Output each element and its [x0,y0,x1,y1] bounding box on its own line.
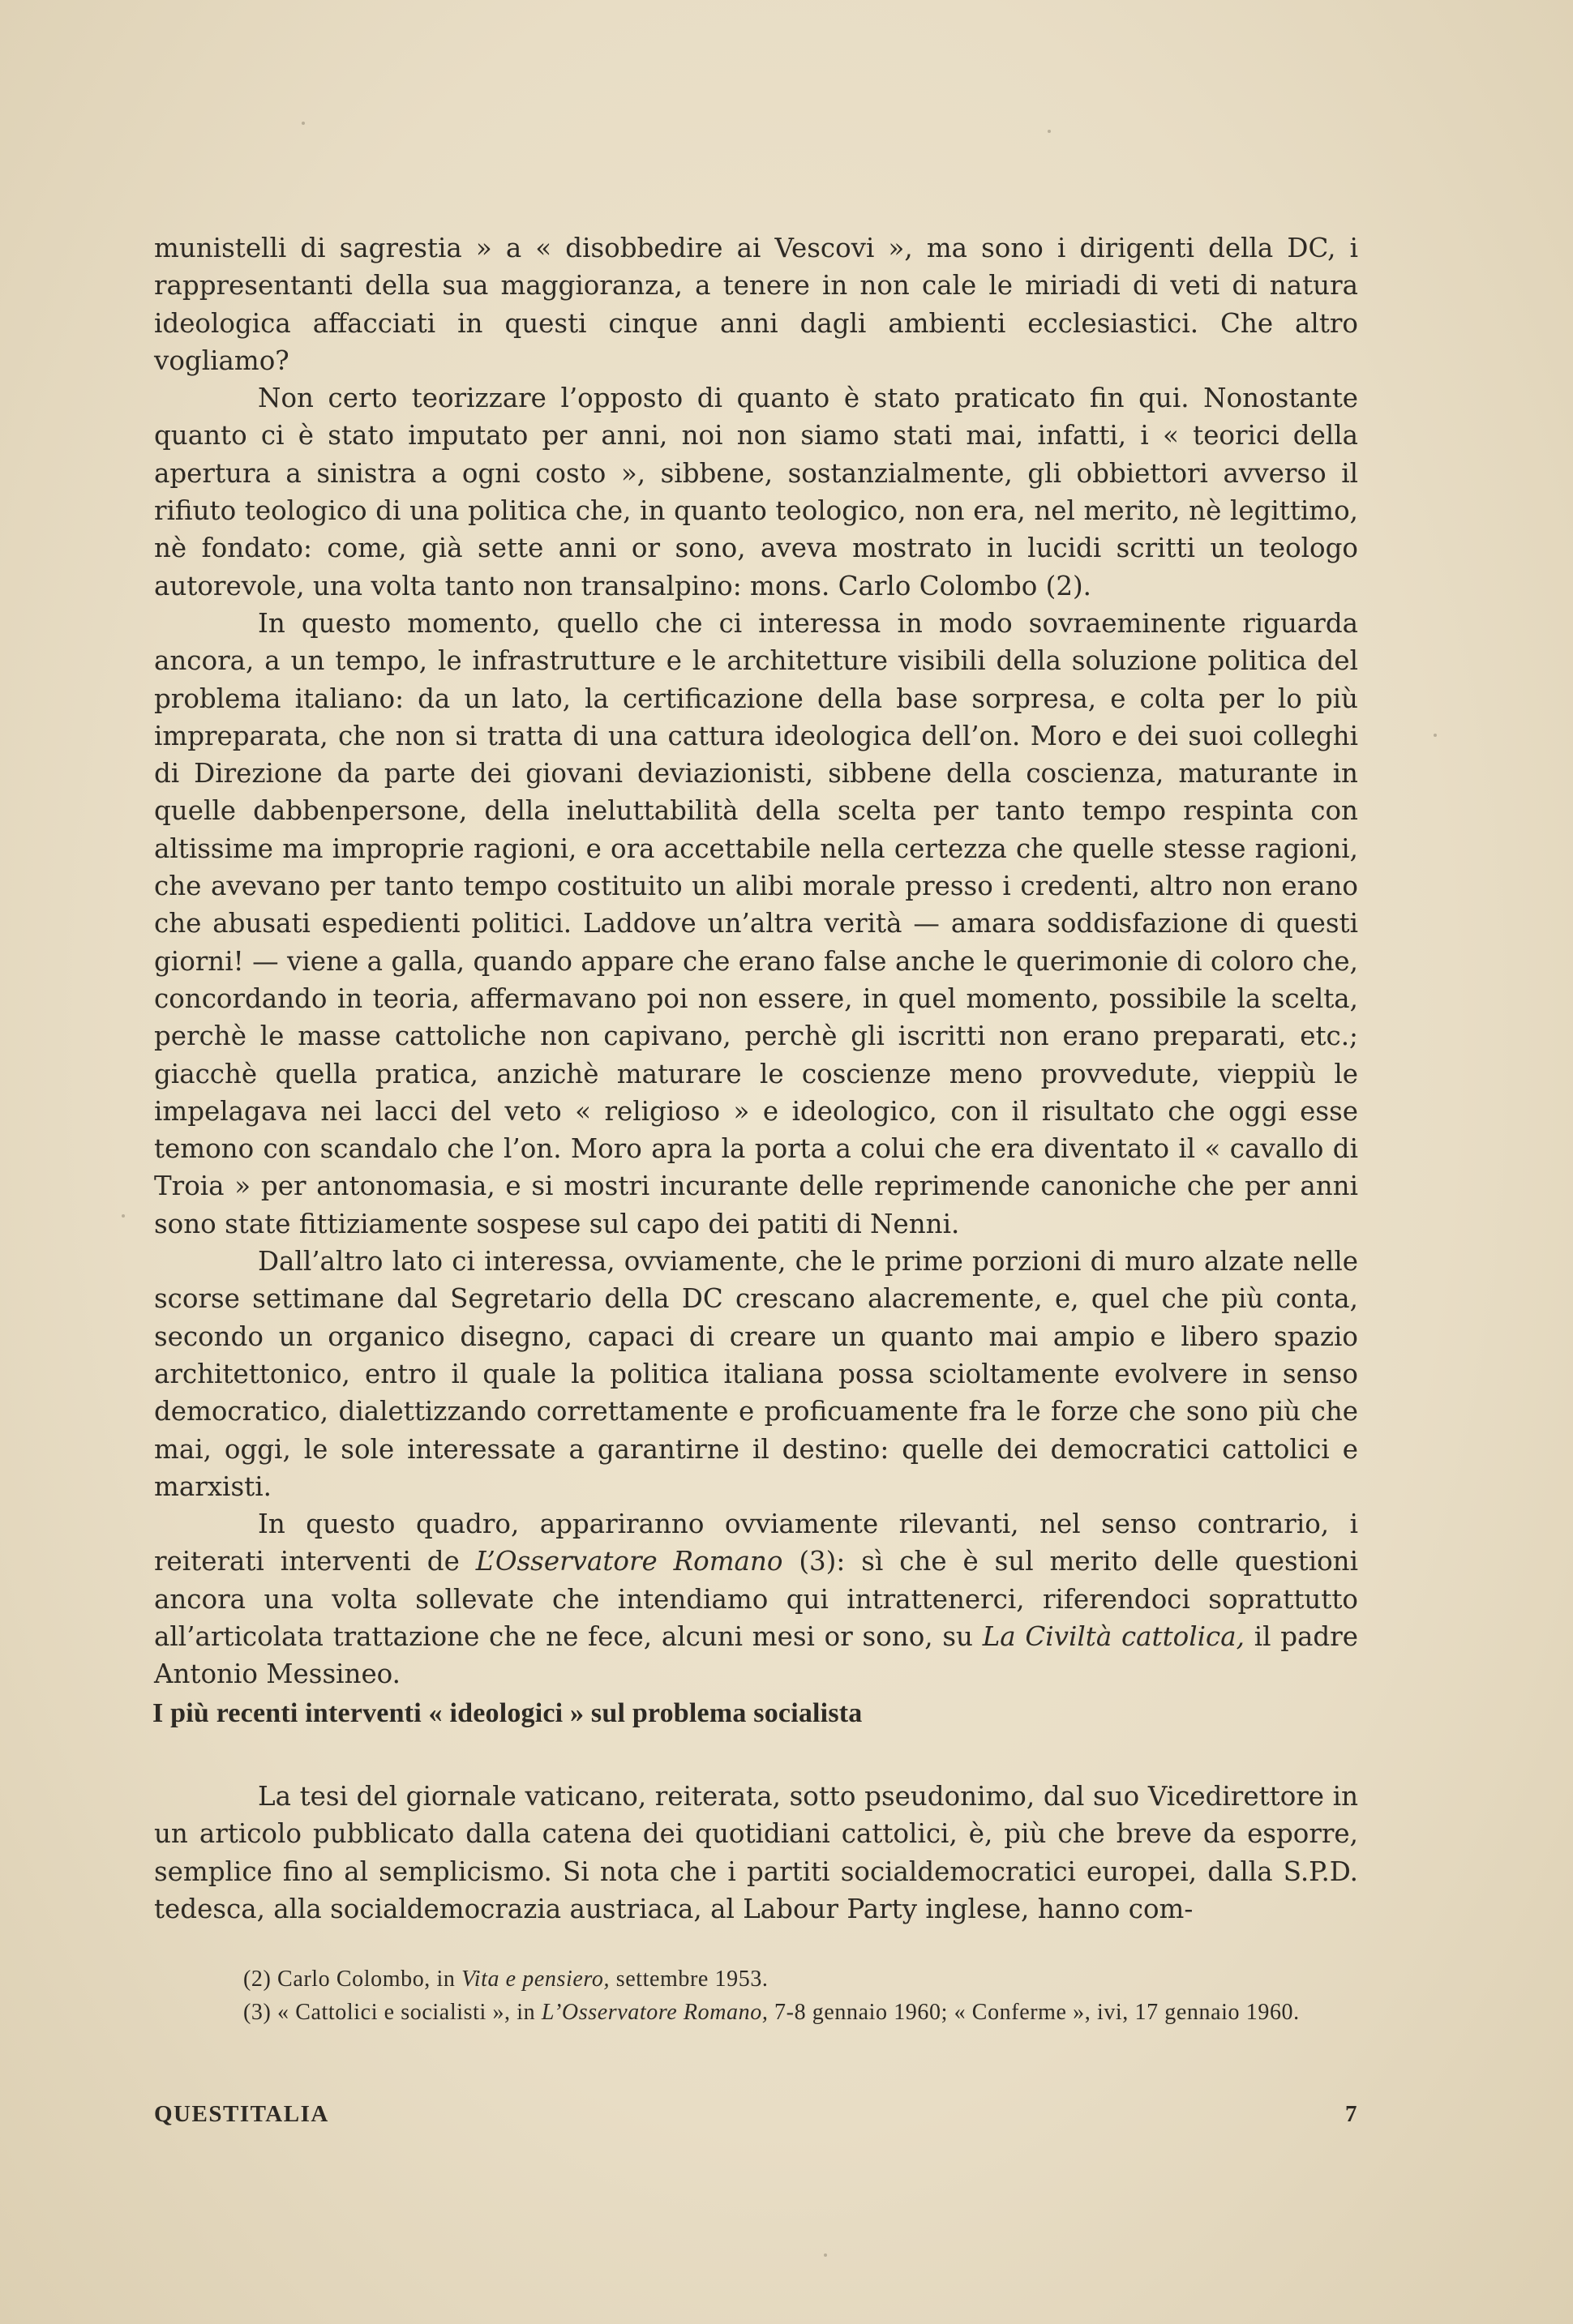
paper-speck [1434,734,1437,737]
paper-speck [824,2253,827,2257]
article-body [154,229,1358,1693]
paper-speck [1048,130,1051,133]
running-footer [154,2101,1358,2128]
page-number: 7 [1345,2101,1358,2127]
body-paragraph: In questo quadro, appariranno ovviamente rilevanti, nel senso contrario, i reiterati interventi de L’Osservatore Romano (3): sì che è sul merito delle questioni ancora una volta sollevate che intendiamo qui intrattenerci, riferendoci soprattutto all’articolata trattazione che ne fece, alcuni mesi or sono, su La Civiltà cattolica, il padre Antonio Messineo. [154,1509,1358,1690]
paper-speck [122,1214,125,1218]
paper-speck [302,122,305,125]
journal-title: QUESTITALIA [154,2101,329,2127]
periodical-title: La Civiltà cattolica, [982,1620,1245,1652]
body-paragraph: Dall’altro lato ci interessa, ovviamente, che le prime porzioni di muro alzate nelle scorse settimane dal Segretario della DC crescano alacremente, e, quel che più conta, secondo un organico disegno, capaci di creare un quanto mai ampio e libero spazio architettonico, entro il quale la politica italiana possa scioltamente evolvere in senso democratico, dialettizzando correttamente e proficuamente fra le forze che sono più che mai, oggi, le sole interessate a garantirne il destino: quelle dei democratici cattolici e marxisti. [154,1246,1358,1502]
body-paragraph: La tesi del giornale vaticano, reiterata, sotto pseudonimo, dal suo Vicedirettore in un articolo pubblicato dalla catena dei quotidiani cattolici, è, più che breve da esporre, semplice fino al semplicismo. Si nota che i partiti socialdemocratici europei, dalla S.P.D. tedesca, alla socialdemocrazia austriaca, al Labour Party inglese, hanno com- [154,1781,1358,1924]
footnote: (2) Carlo Colombo, in Vita e pensiero, settembre 1953. [243,1967,769,1992]
section-heading: I più recenti interventi « ideologici » sul problema socialista [152,1698,863,1728]
footnotes [154,1962,1358,2029]
body-paragraph: munistelli di sagrestia » a « disobbedire ai Vescovi », ma sono i dirigenti della DC, i rappresentanti della sua maggioranza, a tenere in non cale le miriadi di veti di natura ideologica affacciati in questi cinque anni dagli ambienti ecclesiastici. Che altro vogliamo? [154,233,1358,376]
body-paragraph: Non certo teorizzare l’opposto di quanto è stato praticato fin qui. Nonostante quanto ci è stato imputato per anni, noi non siamo stati mai, infatti, i « teorici della apertura a sinistra a ogni costo », sibbene, sostanzialmente, gli obbiettori avverso il rifiuto teologico di una politica che, in quanto teologico, non era, nel merito, nè legittimo, nè fondato: come, già sette anni or sono, aveva mostrato in lucidi scritti un teologo autorevole, una volta tanto non transalpino: mons. Carlo Colombo (2). [154,383,1358,601]
section-body [154,1778,1358,1928]
footnote: (3) « Cattolici e socialisti », in L’Osservatore Romano, 7-8 gennaio 1960; « Conferme », ivi, 17 gennaio 1960. [243,2000,1300,2025]
body-paragraph: In questo momento, quello che ci interessa in modo sovraeminente riguarda ancora, a un tempo, le infrastrutture e le architetture visibili della soluzione politica del problema italiano: da un lato, la certificazione della base sorpresa, e colta per lo più impreparata, che non si tratta di una cattura ideologica dell’on. Moro e dei suoi colleghi di Direzione da parte dei giovani deviazionisti, sibbene della coscienza, maturante in quelle dabbenpersone, della ineluttabilità della scelta per tanto tempo respinta con altissime ma improprie ragioni, e ora accettabile nella certezza che quelle stesse ragioni, che avevano per tanto tempo costituito un alibi morale presso i credenti, altro non erano che abusati espedienti politici. Laddove un’altra verità — amara soddisfazione di questi giorni! — viene a galla, quando appare che erano false anche le querimonie di coloro che, concordando in teoria, affermavano poi non essere, in quel momento, possibile la scelta, perchè le masse cattoliche non capivano, perchè gli iscritti non erano preparati, etc.; giacchè quella pratica, anzichè maturare le coscienze meno provvedute, vieppiù le impelagava nei lacci del veto « religioso » e ideologico, con il risultato che oggi esse temono con scandalo che l’on. Moro apra la porta a colui che era diventato il « cavallo di Troia » per antonomasia, e si mostri incurante delle reprimende canoniche che per anni sono state fittiziamente sospese sul capo dei patiti di Nenni. [154,607,1358,1239]
periodical-title: L’Osservatore Romano [475,1546,783,1577]
